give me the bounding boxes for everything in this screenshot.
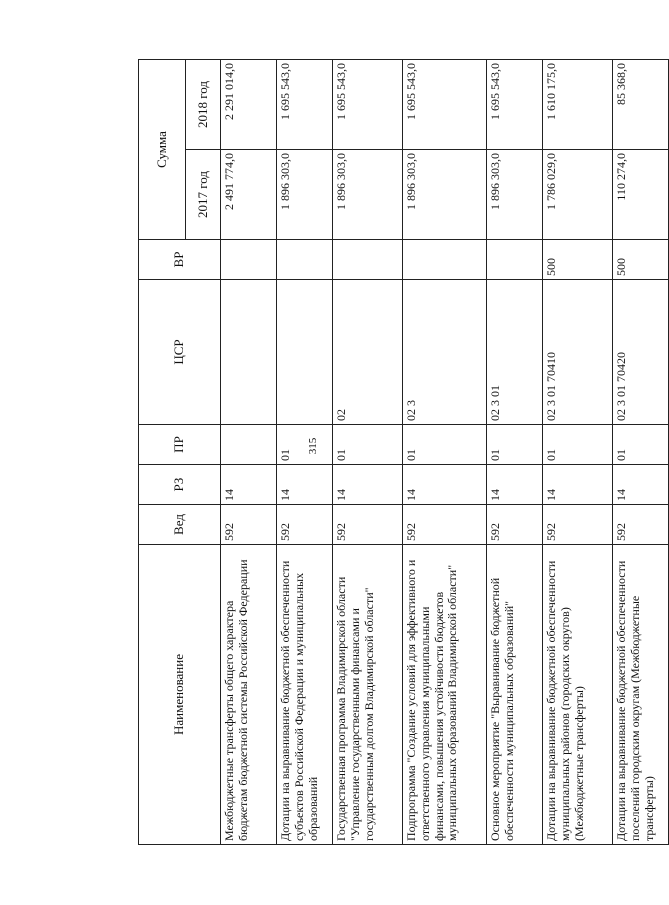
- cell-vr: 500: [543, 240, 613, 280]
- cell-pr: 01: [403, 425, 487, 465]
- table-row: [543, 60, 613, 845]
- cell-ved: 592: [277, 505, 333, 545]
- cell-pr: [221, 425, 277, 465]
- cell-vr: [221, 240, 277, 280]
- table-row: [221, 60, 277, 845]
- cell-pr: 01: [277, 425, 333, 465]
- table-header: [139, 60, 221, 845]
- rotated-page: [138, 60, 656, 845]
- cell-name: Дотации на выравнивание бюджетной обеспеченности муниципальных районов (городских округов) (Межбюджетные трансферты): [543, 545, 613, 845]
- header-ved: Вед: [139, 505, 221, 545]
- cell-2017: 1 896 303,0: [403, 150, 487, 240]
- cell-csr: [221, 280, 277, 425]
- cell-2017: 1 896 303,0: [333, 150, 403, 240]
- cell-rz: 14: [403, 465, 487, 505]
- cell-name: Дотации на выравнивание бюджетной обеспеченности поселений городским округам (Межбюджетные трансферты): [613, 545, 669, 845]
- cell-ved: 592: [333, 505, 403, 545]
- table-row: [403, 60, 487, 845]
- cell-2018: 1 695 543,0: [487, 60, 543, 150]
- cell-ved: 592: [543, 505, 613, 545]
- cell-ved: 592: [403, 505, 487, 545]
- cell-pr: 01: [333, 425, 403, 465]
- cell-2017: 1 896 303,0: [487, 150, 543, 240]
- cell-ved: 592: [221, 505, 277, 545]
- table-row: [333, 60, 403, 845]
- cell-vr: [403, 240, 487, 280]
- header-name: Наименование: [139, 545, 221, 845]
- header-2017: 2017 год: [186, 150, 221, 240]
- cell-rz: 14: [277, 465, 333, 505]
- cell-name: Государственная программа Владимирской области "Управление государственными финансами и государственным долгом Владимирской области": [333, 545, 403, 845]
- page-number: 315: [307, 437, 319, 455]
- cell-2017: 1 896 303,0: [277, 150, 333, 240]
- cell-name: Дотации на выравнивание бюджетной обеспеченности субъектов Российской Федерации и муниципальных образований: [277, 545, 333, 845]
- cell-2017: 1 786 029,0: [543, 150, 613, 240]
- cell-rz: 14: [543, 465, 613, 505]
- cell-ved: 592: [487, 505, 543, 545]
- cell-rz: 14: [333, 465, 403, 505]
- cell-rz: 14: [487, 465, 543, 505]
- cell-2018: 1 610 175,0: [543, 60, 613, 150]
- cell-vr: [487, 240, 543, 280]
- table-row: [487, 60, 543, 845]
- table-row: [277, 60, 333, 845]
- cell-csr: 02 3 01: [487, 280, 543, 425]
- header-pr: ПР: [139, 425, 221, 465]
- cell-2017: 110 274,0: [613, 150, 669, 240]
- cell-name: Межбюджетные трансферты общего характера бюджетам бюджетной системы Российской Федерации: [221, 545, 277, 845]
- cell-2018: 2 291 014,0: [221, 60, 277, 150]
- cell-rz: 14: [613, 465, 669, 505]
- cell-2018: 1 695 543,0: [403, 60, 487, 150]
- cell-csr: 02 3 01 70420: [613, 280, 669, 425]
- header-sum: Сумма: [139, 60, 186, 240]
- table-row: [613, 60, 669, 845]
- cell-pr: 01: [543, 425, 613, 465]
- cell-rz: 14: [221, 465, 277, 505]
- cell-vr: [333, 240, 403, 280]
- cell-csr: [277, 280, 333, 425]
- cell-ved: 592: [613, 505, 669, 545]
- cell-2018: 1 695 543,0: [333, 60, 403, 150]
- cell-name: Подпрограмма "Создание условий для эффективного и ответственного управления муниципальными финансами, повышения устойчивости бюджетов муниципальных образований Владимирской области": [403, 545, 487, 845]
- table-body: [221, 60, 669, 845]
- header-2018: 2018 год: [186, 60, 221, 150]
- cell-name: Основное мероприятие "Выравнивание бюджетной обеспеченности муниципальных образований": [487, 545, 543, 845]
- budget-table: [138, 59, 669, 845]
- header-rz: РЗ: [139, 465, 221, 505]
- cell-vr: [277, 240, 333, 280]
- cell-pr: 01: [613, 425, 669, 465]
- cell-csr: 02: [333, 280, 403, 425]
- header-csr: ЦСР: [139, 280, 221, 425]
- cell-2018: 1 695 543,0: [277, 60, 333, 150]
- header-vr: ВР: [139, 240, 221, 280]
- cell-2018: 85 368,0: [613, 60, 669, 150]
- cell-csr: 02 3: [403, 280, 487, 425]
- cell-2017: 2 491 774,0: [221, 150, 277, 240]
- cell-pr: 01: [487, 425, 543, 465]
- cell-csr: 02 3 01 70410: [543, 280, 613, 425]
- cell-vr: 500: [613, 240, 669, 280]
